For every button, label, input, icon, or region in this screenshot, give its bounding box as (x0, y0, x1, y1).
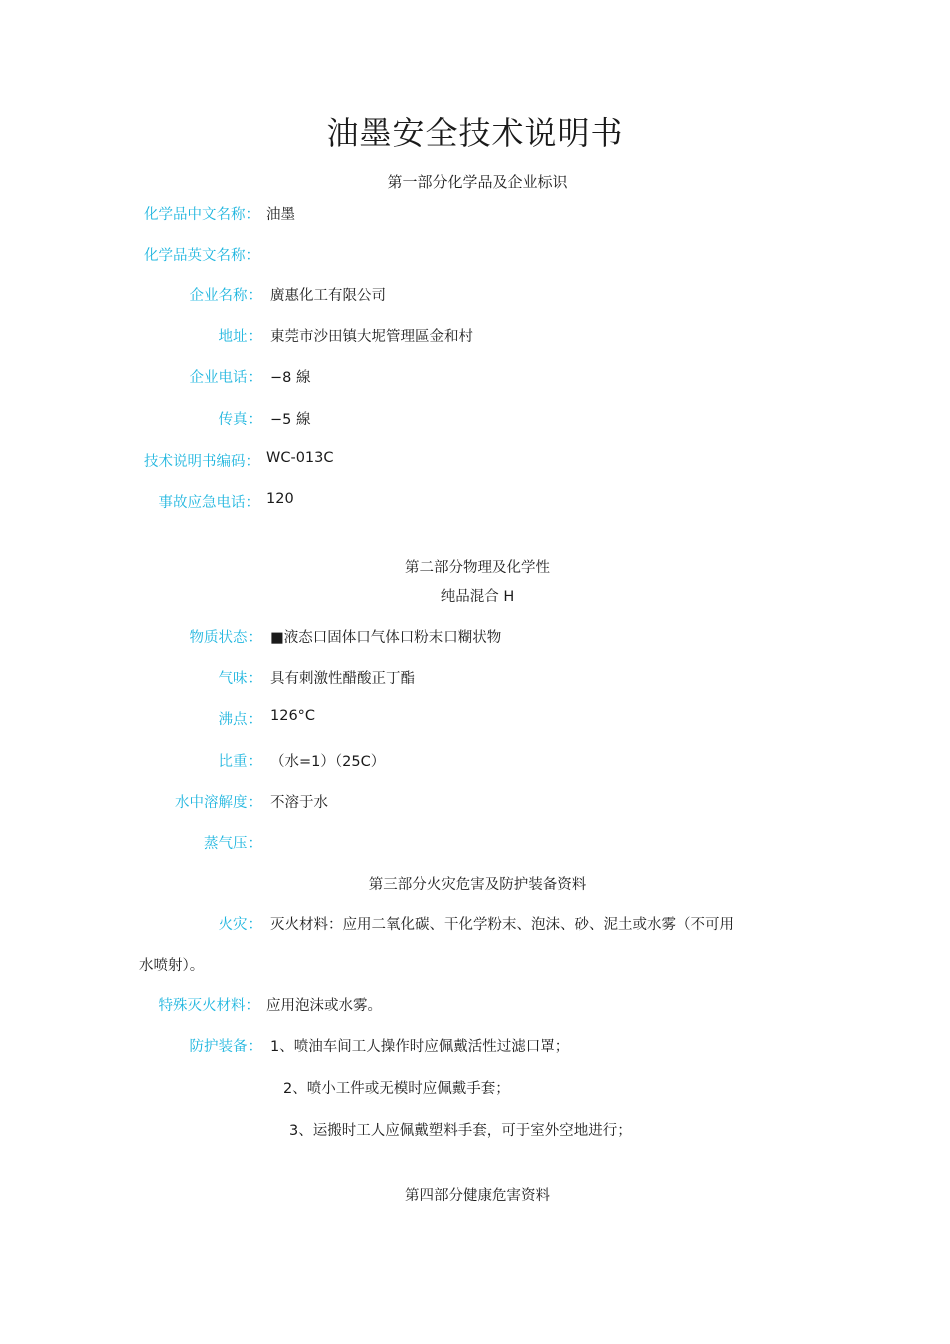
field-value-company-name: 廣惠化工有限公司 (270, 288, 386, 304)
field-label-address: 地址： (218, 329, 262, 345)
field-value-fax: −5 線 (270, 412, 311, 428)
field-value-fire-continued: 水喷射）。 (139, 958, 205, 974)
section3-heading: 第三部分火灾危害及防护装备资料 (368, 877, 587, 893)
field-value-physical-state: ■液态口固体口气体口粉末口糊状物 (270, 630, 502, 646)
section2-subheading: 纯品混合 H (440, 589, 515, 605)
field-label-emergency-phone: 事故应急电话： (158, 495, 260, 511)
field-value-doc-code: WC-013C (266, 450, 334, 466)
field-label-protective-equipment: 防护装备： (189, 1039, 262, 1055)
field-value-fire: 灭火材料：应用二氧化碳、干化学粉末、泡沫、砂、泥土或水雾（不可用 (270, 917, 734, 933)
section4-heading: 第四部分健康危害资料 (405, 1188, 550, 1204)
field-value-chem-cn-name: 油墨 (266, 207, 295, 223)
field-label-company-phone: 企业电话： (189, 370, 262, 386)
field-label-fire: 火灾： (218, 917, 262, 933)
field-label-company-name: 企业名称： (189, 288, 262, 304)
field-value-water-solubility: 不溶于水 (270, 795, 328, 811)
field-label-water-solubility: 水中溶解度： (175, 795, 262, 811)
field-label-odor: 气味： (218, 671, 262, 687)
field-value-emergency-phone: 120 (266, 491, 294, 507)
field-value-odor: 具有刺激性醋酸正丁酯 (270, 671, 415, 687)
field-value-company-phone: −8 線 (270, 370, 311, 386)
protect-item: 2、喷小工件或无模时应佩戴手套； (283, 1081, 510, 1097)
field-label-boiling-point: 沸点： (218, 712, 262, 728)
section1-heading: 第一部分化学品及企业标识 (387, 173, 568, 191)
field-label-chem-cn-name: 化学品中文名称： (144, 207, 260, 223)
field-label-special-extinguish: 特殊灭火材料： (158, 998, 260, 1014)
protect-item: 1、喷油车间工人操作时应佩戴活性过滤口罩； (270, 1039, 570, 1055)
field-value-boiling-point: 126°C (270, 708, 316, 724)
field-label-vapor-pressure: 蒸气压： (204, 836, 262, 852)
field-label-physical-state: 物质状态： (189, 630, 262, 646)
field-label-doc-code: 技术说明书编码： (144, 454, 260, 470)
field-value-specific-gravity: （水=1）（25C） (270, 754, 386, 770)
field-value-special-extinguish: 应用泡沫或水雾。 (266, 998, 382, 1014)
field-value-address: 東莞市沙田镇大坭管理區金和村 (270, 329, 473, 345)
protect-item: 3、运搬时工人应佩戴塑料手套，可于室外空地进行； (289, 1123, 632, 1139)
field-label-fax: 传真： (218, 412, 262, 428)
field-label-chem-en-name: 化学品英文名称： (144, 248, 260, 264)
field-label-specific-gravity: 比重： (218, 754, 262, 770)
section2-heading: 第二部分物理及化学性 (405, 560, 550, 576)
document-title: 油墨安全技术说明书 (326, 114, 624, 152)
